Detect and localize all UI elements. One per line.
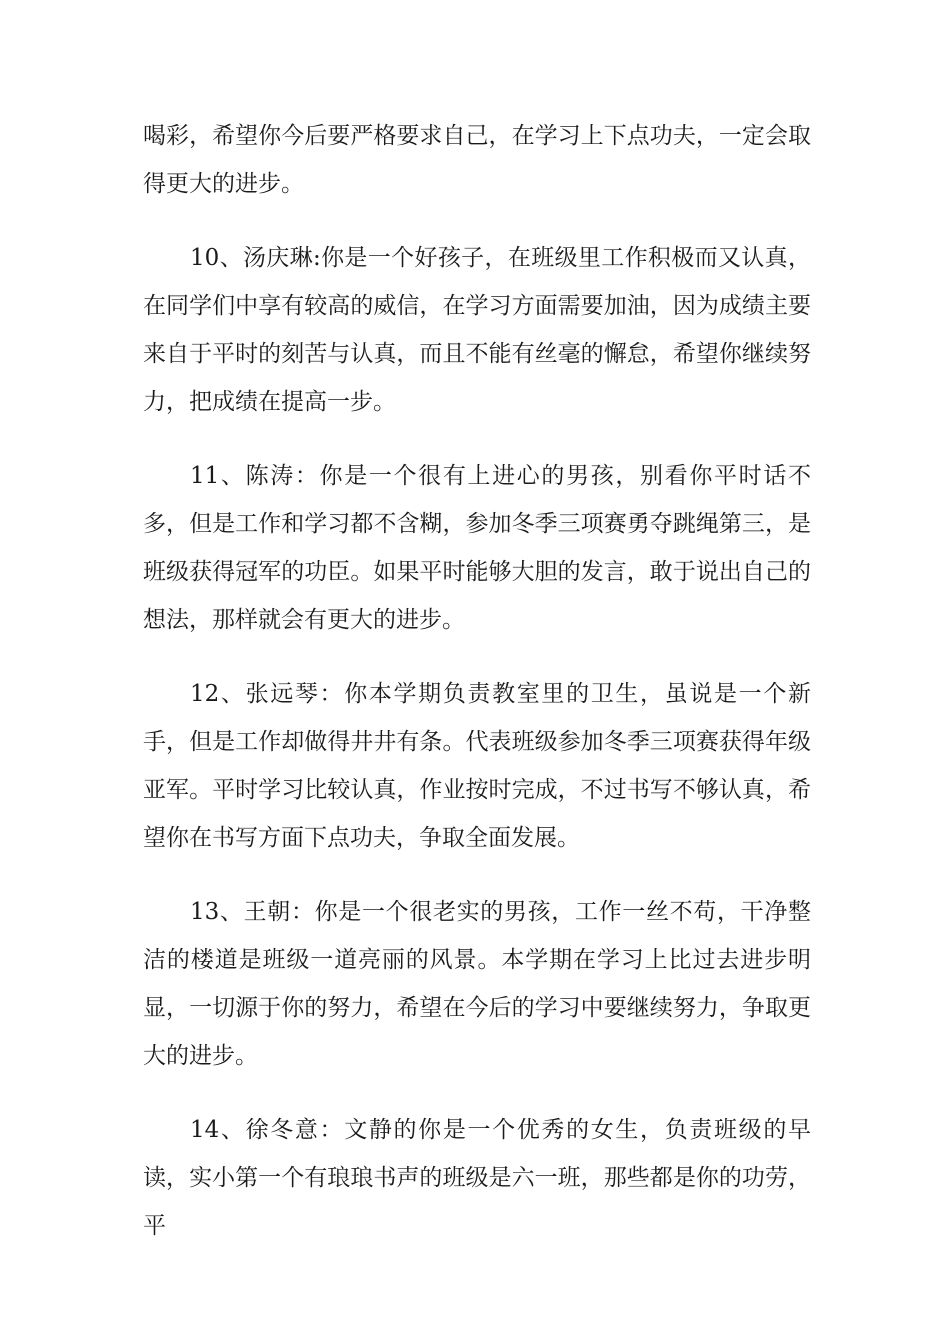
document-body (143, 112, 811, 1276)
paragraph-comment-11: 11、陈涛：你是一个很有上进心的男孩，别看你平时话不多，但是工作和学习都不含糊，参加冬季三项赛勇夺跳绳第三，是班级获得冠军的功臣。如果平时能够大胆的发言，敢于说出自己的想法，那样就会有更大的进步。 (143, 463, 811, 633)
paragraph-comment-10: 10、汤庆琳:你是一个好孩子，在班级里工作积极而又认真，在同学们中享有较高的威信，在学习方面需要加油，因为成绩主要来自于平时的刻苦与认真，而且不能有丝毫的懈怠，希望你继续努力，把成绩在提高一步。 (143, 245, 811, 415)
paragraph-continuation: 喝彩，希望你今后要严格要求自己，在学习上下点功夫，一定会取得更大的进步。 (143, 123, 811, 197)
paragraph-comment-12: 12、张远琴：你本学期负责教室里的卫生，虽说是一个新手，但是工作却做得井井有条。代表班级参加冬季三项赛获得年级亚军。平时学习比较认真，作业按时完成，不过书写不够认真，希望你在书写方面下点功夫，争取全面发展。 (143, 681, 811, 851)
paragraph-comment-13: 13、王朝：你是一个很老实的男孩，工作一丝不苟，干净整洁的楼道是班级一道亮丽的风景。本学期在学习上比过去进步明显，一切源于你的努力，希望在今后的学习中要继续努力，争取更大的进步。 (143, 899, 811, 1069)
paragraph-comment-14: 14、徐冬意：文静的你是一个优秀的女生，负责班级的早读，实小第一个有琅琅书声的班级是六一班，那些都是你的功劳，平 (143, 1117, 811, 1239)
